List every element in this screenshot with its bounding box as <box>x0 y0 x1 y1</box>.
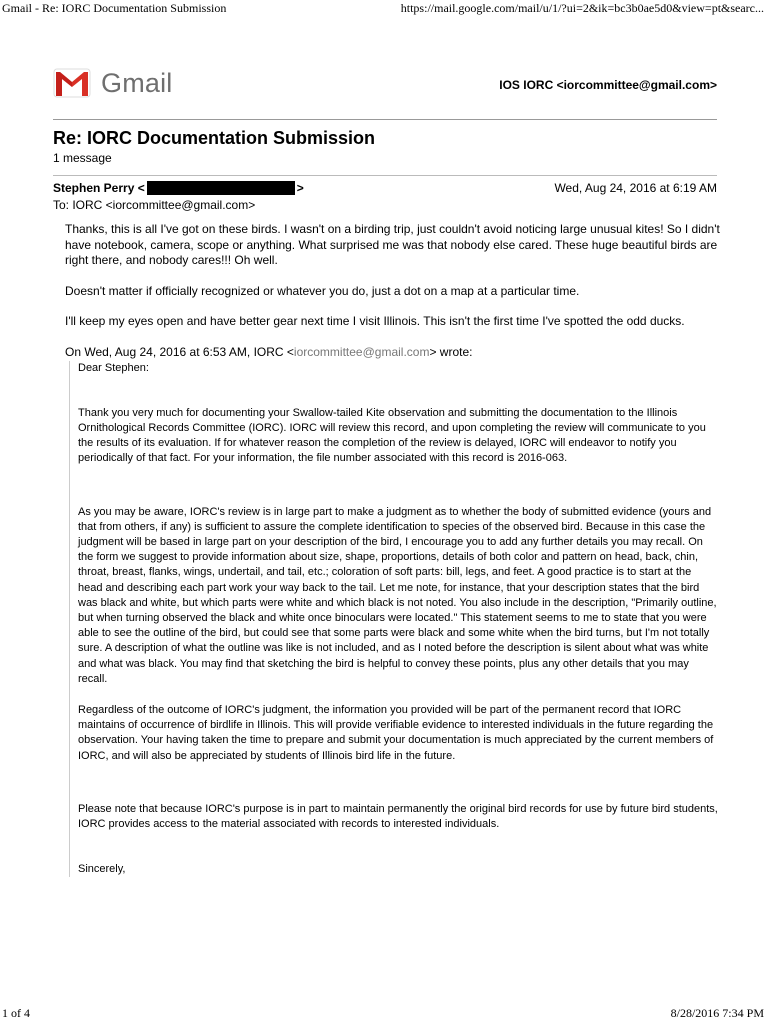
body-paragraph: Thanks, this is all I've got on these birds. I wasn't on a birding trip, just couldn't avoid noticing large unusual kites! So I didn't have notebook, camera, scope or anything. What surprised me was that nobody else cared. These huge beautiful birds are right there, and nobody cares!!! Oh well. <box>65 222 720 268</box>
message-count: 1 message <box>53 151 112 165</box>
quote-signoff: Sincerely, <box>78 863 126 876</box>
thread-subject: Re: IORC Documentation Submission <box>53 128 376 148</box>
quote-greeting: Dear Stephen: <box>78 361 149 374</box>
quote-paragraph: As you may be aware, IORC's review is in large part to make a judgment as to whether the body of submitted evidence (yours and that from others, if any) is sufficient to assure the complete identification to species of the observed bird. Because in this case the judgment will be based in large part on your description of the bird, I encourage you to add any further details you may recall. On the form we suggest to provide information about size, shape, proportions, details of both color and pattern on head, back, chin, throat, breast, flanks, wings, undertail, and tail, etc.; coloration of soft parts: bill, legs, and feet. A good practice is to start at the head and describing each part work your way back to the tail. Let me note, for instance, that your description states that the bird was black and white, but which parts were white and which black is not noted. You also include in the description, "Primarily outline, but when turning observed the black and white once binoculars were located." This statement seems to me to state that you were able to see the outline of the bird, but could see that some parts were black and some white when the bird turns, but I'm not totally sure. A description of what the outline was like is not included, and as I noted before the description is silent about what was white and what was black. You may find that sketching the bird is helpful to convey these points, plus any other details that you may recall. <box>78 505 717 685</box>
quoted-message <box>69 361 718 878</box>
quote-paragraph: Thank you very much for documenting your Swallow-tailed Kite observation and submitting the documentation to the Illinois Ornithological Records Committee (IORC). IORC will review this record, and upon completing the review will communicate to you the results of its evaluation. If for whatever reason the completion of the review is delayed, IORC will endeavor to notify you periodically of that fact. For your information, the file number associated with this record is 2016-063. <box>78 406 706 465</box>
message-date: Wed, Aug 24, 2016 at 6:19 AM <box>554 181 717 195</box>
quote-attribution <box>65 345 725 361</box>
sender-name: Stephen Perry < <box>53 181 145 195</box>
attribution-prefix: On Wed, Aug 24, 2016 at 6:53 AM, IORC < <box>65 344 294 359</box>
redacted-email-block <box>147 181 295 195</box>
gmail-logo <box>53 66 173 100</box>
quote-paragraph: Regardless of the outcome of IORC's judgment, the information you provided will be part of the permanent record that IORC maintains of occurrence of birdlife in Illinois. This will provide verifiable evidence to interested individuals in the future regarding the observation. Your having taken the time to prepare and submit your documentation is much appreciated by the current members of IORC, and will also be appreciated by students of Illinois bird life in the future. <box>78 704 714 762</box>
account-label: IOS IORC <iorcommittee@gmail.com> <box>499 78 717 92</box>
print-header-url: https://mail.google.com/mail/u/1/?ui=2&ik=bc3b0ae5d0&view=pt&searc... <box>400 1 764 15</box>
gmail-envelope-icon <box>53 68 91 98</box>
recipient-line: To: IORC <iorcommittee@gmail.com> <box>53 198 256 212</box>
body-paragraph: Doesn't matter if officially recognized or whatever you do, just a dot on a map at a particular time. <box>65 283 580 298</box>
print-timestamp: 8/28/2016 7:34 PM <box>670 1006 764 1020</box>
print-header-title: Gmail - Re: IORC Documentation Submission <box>2 1 227 15</box>
message-body <box>65 222 725 895</box>
body-paragraph: I'll keep my eyes open and have better gear next time I visit Illinois. This isn't the first time I've spotted the odd ducks. <box>65 314 685 329</box>
attribution-suffix: > wrote: <box>429 344 473 359</box>
page-count: 1 of 4 <box>2 1006 30 1020</box>
sender-close: > <box>296 181 304 195</box>
subject-divider <box>53 175 717 176</box>
gmail-logo-text: Gmail <box>101 67 173 98</box>
header-divider <box>53 119 717 120</box>
quote-paragraph: Please note that because IORC's purpose is in part to maintain permanently the original bird records for use by future bird students, IORC provides access to the material associated with records to interested individuals. <box>78 802 718 831</box>
attribution-email-link[interactable]: iorcommittee@gmail.com <box>293 344 430 359</box>
sender-line <box>53 181 304 195</box>
